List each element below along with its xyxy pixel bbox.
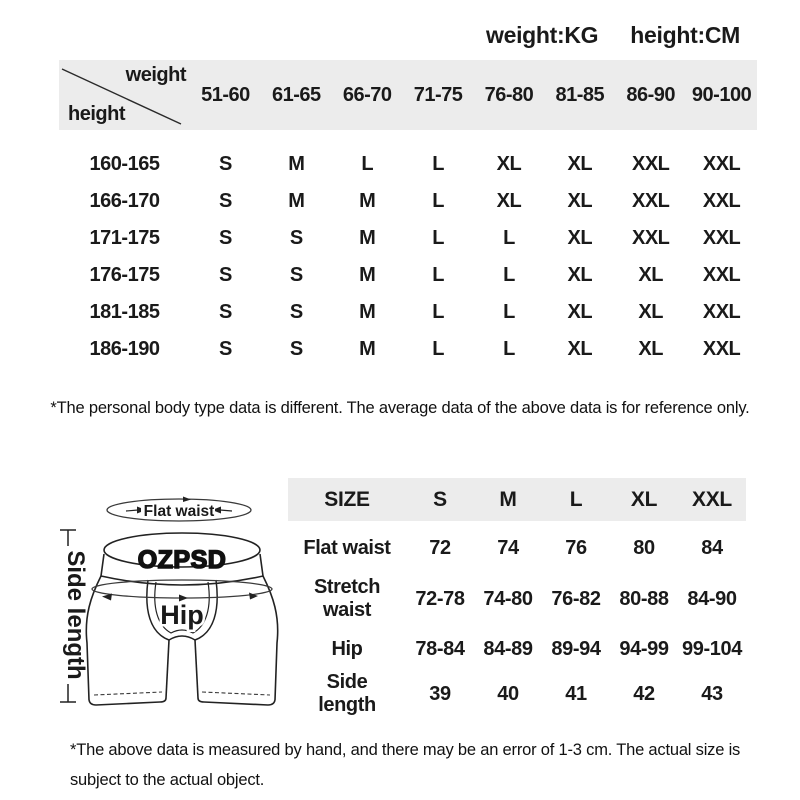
size-table-footnote: *The personal body type data is different. The average data of the above data is for reference only. xyxy=(50,399,750,417)
size-header-cell: SIZE xyxy=(324,487,370,511)
measurement-cell: 74-80 xyxy=(483,587,533,610)
size-cell: XXL xyxy=(702,227,741,249)
hip-measure-ellipse xyxy=(92,580,272,598)
measurement-cell: 41 xyxy=(565,682,587,705)
size-cell: M xyxy=(359,264,376,286)
boxer-shorts-diagram xyxy=(42,488,292,716)
measurement-cell: 84-90 xyxy=(687,587,737,610)
size-table-body xyxy=(59,146,757,368)
size-cell: M xyxy=(359,301,376,323)
height-unit-label: height:CM xyxy=(630,22,740,48)
size-cell: XXL xyxy=(702,301,741,323)
height-range-label: 181-185 xyxy=(89,301,160,323)
size-cell: S xyxy=(219,301,232,323)
measurement-cell: 84-89 xyxy=(483,637,533,660)
size-col-header: M xyxy=(499,487,517,511)
corner-cell xyxy=(59,60,190,130)
size-cell: L xyxy=(503,338,515,360)
table-row xyxy=(59,183,757,220)
table-row xyxy=(59,294,757,331)
weight-col-header: 66-70 xyxy=(342,83,392,106)
measurement-cell: 76-82 xyxy=(551,587,601,610)
size-cell: XL xyxy=(638,338,663,360)
table-row xyxy=(59,146,757,183)
size-table-header-row xyxy=(59,60,757,130)
table-row xyxy=(59,331,757,368)
size-cell: M xyxy=(359,338,376,360)
arrow-icon xyxy=(183,497,191,503)
side-length-diagram-label: Side length xyxy=(62,550,89,680)
measurement-cell: 74 xyxy=(497,536,519,559)
table-row xyxy=(288,627,746,671)
size-cell: XL xyxy=(496,190,522,212)
size-cell: XL xyxy=(567,190,593,212)
size-cell: XXL xyxy=(702,338,741,360)
measurement-table-header-row xyxy=(288,478,746,521)
measurement-table-body xyxy=(288,525,746,715)
measurement-label-text: Flat waist xyxy=(303,536,391,559)
weight-unit-label: weight:KG xyxy=(485,22,599,48)
weight-col-header: 81-85 xyxy=(555,83,605,106)
measurement-table xyxy=(288,478,746,715)
size-cell: S xyxy=(289,338,303,360)
measurement-cell: 43 xyxy=(701,682,723,705)
size-cell: L xyxy=(432,301,444,323)
weight-col-header: 71-75 xyxy=(413,83,463,106)
size-cell: M xyxy=(288,153,305,175)
measurement-cell: 89-94 xyxy=(551,637,601,660)
size-cell: XL xyxy=(567,264,593,286)
measurement-label xyxy=(288,671,406,717)
size-cell: L xyxy=(432,190,444,212)
measurement-cell: 80 xyxy=(633,536,655,559)
size-cell: XL xyxy=(567,338,593,360)
table-row xyxy=(59,257,757,294)
size-cell: L xyxy=(432,264,444,286)
height-range-label: 160-165 xyxy=(89,153,160,175)
size-cell: L xyxy=(432,338,444,360)
weight-col-header: 51-60 xyxy=(201,83,250,106)
size-cell: S xyxy=(219,264,232,286)
size-cell: S xyxy=(289,264,303,286)
size-cell: S xyxy=(289,227,303,249)
size-cell: M xyxy=(288,190,305,212)
size-cell: XL xyxy=(638,301,663,323)
height-range-label: 176-175 xyxy=(89,264,160,286)
measurement-cell: 76 xyxy=(565,536,587,559)
table-row xyxy=(288,525,746,571)
weight-col-header: 76-80 xyxy=(484,83,534,106)
weight-col-header: 90-100 xyxy=(691,83,752,106)
measurement-cell: 39 xyxy=(429,682,451,705)
size-cell: XL xyxy=(567,301,593,323)
size-cell: L xyxy=(432,227,444,249)
height-range-label: 166-170 xyxy=(89,190,160,212)
size-cell: S xyxy=(219,227,232,249)
size-cell: XL xyxy=(567,227,593,249)
size-cell: L xyxy=(503,264,515,286)
flat-waist-diagram-label: Flat waist xyxy=(143,503,215,520)
size-cell: XXL xyxy=(631,153,670,175)
measurement-cell: 99-104 xyxy=(682,637,742,660)
size-cell: XL xyxy=(567,153,593,175)
size-cell: XXL xyxy=(702,153,741,175)
size-cell: S xyxy=(289,301,303,323)
size-cell: S xyxy=(219,153,232,175)
measurement-label xyxy=(288,576,406,622)
size-cell: XXL xyxy=(702,190,741,212)
measurement-table-footnote: *The above data is measured by hand, and there may be an error of 1-3 cm. The actual size is subject to the actual object. xyxy=(70,741,741,789)
measurement-cell: 84 xyxy=(701,536,723,559)
measurement-cell: 80-88 xyxy=(619,587,669,610)
size-cell: XXL xyxy=(631,227,670,249)
size-cell: XXL xyxy=(702,264,741,286)
size-cell: XL xyxy=(496,153,522,175)
table-row xyxy=(59,220,757,257)
size-cell: L xyxy=(503,227,515,249)
size-cell: L xyxy=(361,153,374,175)
corner-height-label: height xyxy=(68,103,125,125)
measurement-cell: 72 xyxy=(429,536,451,559)
measurement-cell: 78-84 xyxy=(415,637,465,660)
hip-diagram-label: Hip xyxy=(160,600,204,630)
table-row xyxy=(288,571,746,627)
measurement-label xyxy=(288,537,406,560)
size-cell: XL xyxy=(638,264,663,286)
brand-logo: OZPSD xyxy=(137,546,227,574)
height-weight-size-table xyxy=(59,60,757,368)
size-cell: L xyxy=(432,153,444,175)
measurement-cell: 42 xyxy=(633,682,655,705)
size-cell: XXL xyxy=(631,190,670,212)
size-cell: M xyxy=(359,190,376,212)
size-col-header: XXL xyxy=(692,487,732,511)
weight-col-header: 86-90 xyxy=(626,83,676,106)
measurement-label-text: Stretch waist xyxy=(313,576,381,621)
height-range-label: 171-175 xyxy=(89,227,160,249)
measurement-cell: 72-78 xyxy=(415,587,465,610)
measurement-label-text: Hip xyxy=(331,637,363,660)
measurement-cell: 40 xyxy=(497,682,519,705)
measurement-cell: 94-99 xyxy=(619,637,669,660)
size-cell: S xyxy=(219,338,232,360)
weight-col-header: 61-65 xyxy=(271,83,321,106)
size-col-header: S xyxy=(433,487,447,511)
size-col-header: XL xyxy=(630,487,658,511)
size-col-header: L xyxy=(569,487,583,511)
size-cell: S xyxy=(219,190,232,212)
units-legend xyxy=(486,22,740,49)
measurement-label-text: Side length xyxy=(318,671,376,716)
height-range-label: 186-190 xyxy=(89,338,160,360)
table-row xyxy=(288,671,746,715)
corner-weight-label: weight xyxy=(125,64,186,86)
size-cell: L xyxy=(503,301,515,323)
measurement-label xyxy=(288,638,406,661)
size-cell: M xyxy=(359,227,376,249)
